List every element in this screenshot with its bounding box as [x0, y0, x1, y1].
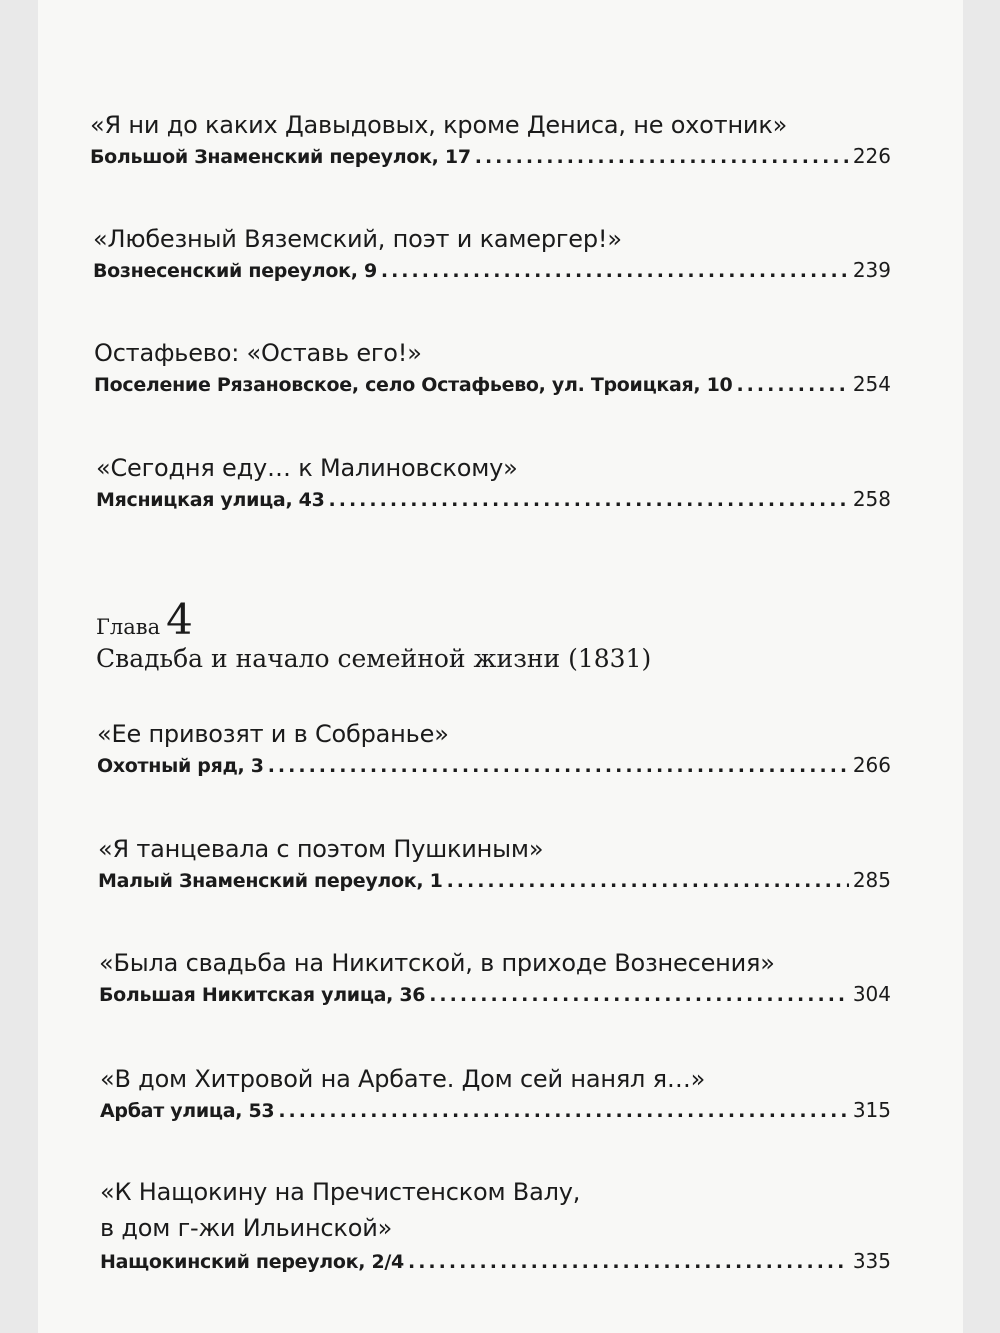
- toc-entry[interactable]: [98, 831, 891, 894]
- entry-address-row: [90, 143, 891, 170]
- entry-title: «Была свадьба на Никитской, в приходе Вознесения»: [99, 949, 775, 977]
- toc-entry[interactable]: [94, 335, 891, 398]
- entry-page-number: 304: [852, 982, 891, 1006]
- entry-address: Большой Знаменский переулок, 17: [90, 146, 471, 168]
- toc-entry[interactable]: [97, 716, 891, 779]
- toc-entry[interactable]: [100, 1061, 891, 1124]
- entry-address: Вознесенский переулок, 9: [93, 260, 377, 282]
- book-page: [38, 0, 963, 1333]
- entry-title: «В дом Хитровой на Арбате. Дом сей нанял я…»: [100, 1065, 706, 1093]
- entry-page-number: 226: [852, 144, 891, 168]
- entry-address-row: [100, 1097, 891, 1124]
- entry-page-number: 285: [852, 868, 891, 892]
- entry-address: Охотный ряд, 3: [97, 755, 264, 777]
- entry-page-number: 239: [852, 258, 891, 282]
- entry-title: «Сегодня еду… к Малиновскому»: [96, 454, 518, 482]
- chapter-title: Свадьба и начало семейной жизни (1831): [96, 644, 652, 673]
- dot-leader: [381, 258, 849, 284]
- entry-page-number: 254: [852, 372, 891, 396]
- toc-entry[interactable]: [93, 221, 891, 284]
- entry-address: Большая Никитская улица, 36: [99, 984, 426, 1006]
- dot-leader: [278, 1098, 849, 1124]
- entry-title-line-1: «К Нащокину на Пречистенском Валу,: [100, 1178, 581, 1206]
- dot-leader: [475, 144, 849, 170]
- entry-title: «Я танцевала с поэтом Пушкиным»: [98, 835, 544, 863]
- entry-address-row: [98, 867, 891, 894]
- chapter-label: Глава: [96, 615, 161, 639]
- entry-address-row: [94, 371, 891, 398]
- toc-entry[interactable]: [96, 450, 891, 513]
- dot-leader: [268, 753, 849, 779]
- dot-leader: [736, 372, 848, 398]
- entry-address-row: [96, 486, 891, 513]
- toc-entry[interactable]: [100, 1174, 891, 1275]
- dot-leader: [408, 1249, 849, 1275]
- entry-page-number: 315: [852, 1098, 891, 1122]
- entry-page-number: 266: [852, 753, 891, 777]
- entry-title: «Я ни до каких Давыдовых, кроме Дениса, не охотник»: [90, 111, 788, 139]
- entry-page-number: 335: [852, 1249, 891, 1273]
- dot-leader: [429, 982, 849, 1008]
- entry-address-row: [100, 1248, 891, 1275]
- entry-title: Остафьево: «Оставь его!»: [94, 339, 422, 367]
- entry-address-row: [99, 981, 891, 1008]
- entry-title: «Ее привозят и в Собранье»: [97, 720, 449, 748]
- toc-entry[interactable]: [90, 107, 891, 170]
- toc-entry[interactable]: [99, 945, 891, 1008]
- dot-leader: [447, 868, 849, 894]
- entry-address: Поселение Рязановское, село Остафьево, ул. Троицкая, 10: [94, 374, 733, 396]
- entry-title-line-2: в дом г-жи Ильинской»: [100, 1214, 393, 1242]
- entry-address: Арбат улица, 53: [100, 1100, 275, 1122]
- entry-title: «Любезный Вяземский, поэт и камергер!»: [93, 225, 622, 253]
- chapter-number: 4: [166, 595, 193, 644]
- entry-address: Малый Знаменский переулок, 1: [98, 870, 443, 892]
- entry-address: Мясницкая улица, 43: [96, 489, 325, 511]
- entry-address-row: [97, 752, 891, 779]
- entry-page-number: 258: [852, 487, 891, 511]
- dot-leader: [329, 487, 849, 513]
- chapter-heading: [96, 595, 896, 673]
- entry-address: Нащокинский переулок, 2/4: [100, 1251, 404, 1273]
- entry-address-row: [93, 257, 891, 284]
